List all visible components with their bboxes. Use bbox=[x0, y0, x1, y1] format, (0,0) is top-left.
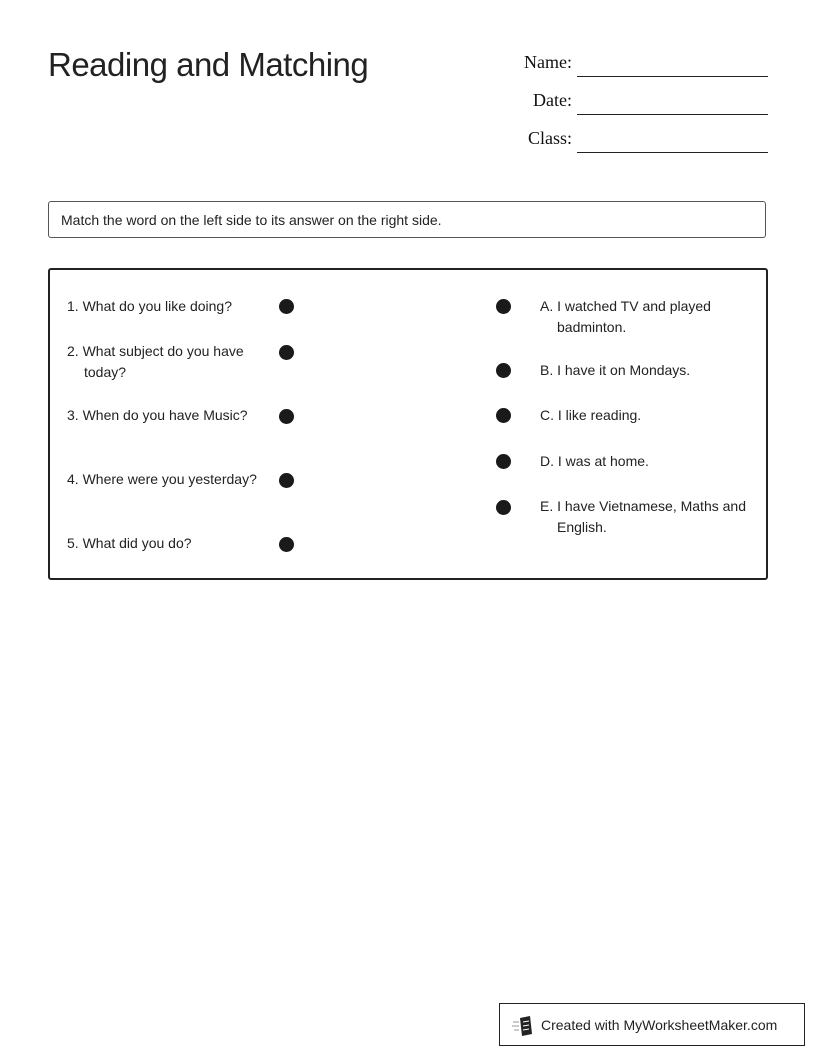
answer-dot[interactable] bbox=[496, 363, 511, 378]
matching-box bbox=[48, 268, 768, 580]
question-dot[interactable] bbox=[279, 409, 294, 424]
instructions-text: Match the word on the left side to its answer on the right side. bbox=[61, 212, 442, 228]
question-item: 4. Where were you yesterday? bbox=[67, 471, 257, 487]
answer-item: B. I have it on Mondays. bbox=[540, 362, 691, 378]
answer-dot[interactable] bbox=[496, 454, 511, 469]
answer-item: D. I was at home. bbox=[540, 453, 649, 469]
worksheet-logo-icon bbox=[512, 1015, 536, 1037]
answer-item: A. I watched TV and played badminton. bbox=[540, 298, 711, 335]
instructions-box bbox=[48, 201, 766, 238]
question-item: 2. What subject do you have today? bbox=[67, 343, 244, 380]
footer-badge[interactable] bbox=[499, 1003, 805, 1046]
name-label: Name: bbox=[524, 52, 572, 72]
answer-item: C. I like reading. bbox=[540, 407, 642, 423]
date-line[interactable] bbox=[577, 114, 768, 115]
name-line[interactable] bbox=[577, 76, 768, 77]
footer-text: Created with MyWorksheetMaker.com bbox=[541, 1017, 778, 1033]
question-item: 1. What do you like doing? bbox=[67, 298, 232, 314]
class-field[interactable] bbox=[480, 128, 770, 158]
page-title: Reading and Matching bbox=[48, 46, 369, 83]
question-item: 5. What did you do? bbox=[67, 535, 192, 551]
date-label: Date: bbox=[533, 90, 572, 110]
answer-dot[interactable] bbox=[496, 408, 511, 423]
question-item: 3. When do you have Music? bbox=[67, 407, 248, 423]
question-dot[interactable] bbox=[279, 537, 294, 552]
name-field[interactable] bbox=[480, 52, 770, 82]
answer-dot[interactable] bbox=[496, 299, 511, 314]
class-label: Class: bbox=[527, 128, 572, 148]
question-dot[interactable] bbox=[279, 345, 294, 360]
answer-item: E. I have Vietnamese, Maths and English. bbox=[540, 498, 746, 535]
answer-dot[interactable] bbox=[496, 500, 511, 515]
question-dot[interactable] bbox=[279, 473, 294, 488]
class-line[interactable] bbox=[577, 152, 768, 153]
date-field[interactable] bbox=[480, 90, 770, 120]
question-dot[interactable] bbox=[279, 299, 294, 314]
